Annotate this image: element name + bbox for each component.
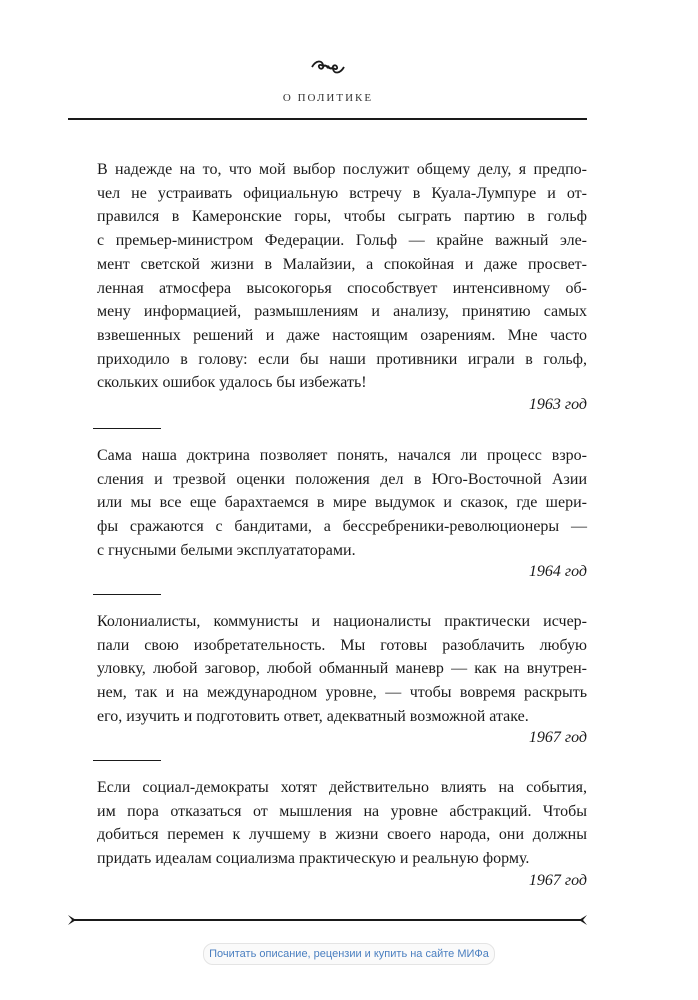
quote-1 — [97, 158, 587, 395]
quote-3 — [97, 610, 587, 729]
header-rule — [68, 118, 587, 120]
quote-line: В надежде на то, что мой выбор послужит общему делу, я предпо- — [97, 161, 587, 178]
quote-line: мент светской жизни в Малайзии, а спокойная и даже просвет- — [97, 255, 587, 273]
quote-line: нем, так и на международном уровне, — чтобы вовремя раскрыть — [97, 684, 587, 702]
quote-separator — [93, 428, 161, 429]
quote-year: 1967 год — [528, 872, 587, 889]
quote-line: ленная атмосфера высокогорья способствует интенсивному об- — [97, 279, 587, 297]
quote-line: Колониалисты, коммунисты и националисты практически исчер- — [97, 613, 587, 630]
quote-line: скольких ошибок удалось бы избежать! — [97, 374, 367, 392]
quote-line: чел не устраивать официальную встречу в Куала-Лумпуре и от- — [97, 184, 587, 202]
quote-separator — [93, 760, 161, 761]
quote-line: пали свою изобретательность. Мы готовы разоблачить любую — [97, 636, 587, 654]
quote-line: взвешенных решений и даже настоящим озарениям. Мне часто — [97, 326, 587, 344]
quote-line: его, изучить и подготовить ответ, адекватный возможной атаке. — [97, 707, 529, 725]
quote-line: уловку, любой заговор, любой обманный маневр — как на внутрен- — [97, 660, 587, 678]
quote-line: с премьер-министром Федерации. Гольф — крайне важный эле- — [97, 232, 587, 250]
footer-rule — [68, 914, 587, 926]
quote-2 — [97, 444, 587, 563]
quote-line: добиться перемен к лучшему в жизни своего народа, они должны — [97, 826, 587, 844]
quote-line: им пора отказаться от мышления на уровне абстракций. Чтобы — [97, 802, 587, 820]
quote-year: 1967 год — [528, 729, 587, 746]
quote-line: сления и трезвой оценки положения дел в Юго-Восточной Азии — [97, 470, 587, 488]
quote-line: с гнусными белыми эксплуататорами. — [97, 541, 356, 559]
quote-4 — [97, 776, 587, 871]
buy-book-link[interactable]: Почитать описание, рецензии и купить на сайте МИФа — [203, 943, 495, 965]
quote-line: мену информацией, размышлениям и анализу, принятию самых — [97, 303, 587, 321]
quote-line: или мы все еще барахтаемся в мире выдумок и сказок, где шери- — [97, 494, 587, 512]
quote-line: правился в Камеронские горы, чтобы сыграть партию в гольф — [97, 208, 587, 226]
quote-separator — [93, 594, 161, 595]
running-header: О ПОЛИТИКЕ — [282, 92, 374, 104]
quote-year: 1964 год — [528, 563, 587, 580]
quote-line: Сама наша доктрина позволяет понять, начался ли процесс взро- — [97, 447, 587, 464]
quote-year: 1963 год — [528, 396, 587, 413]
quote-line: придать идеалам социализма практическую и реальную форму. — [97, 850, 530, 868]
quote-line: Если социал-демократы хотят действительно влиять на события, — [97, 779, 587, 796]
quote-line: приходило в голову: если бы наши противники играли в гольф, — [97, 350, 587, 368]
quote-line: фы сражаются с бандитами, а бессребреники-революционеры — — [97, 518, 587, 536]
fleuron-icon — [310, 58, 346, 76]
